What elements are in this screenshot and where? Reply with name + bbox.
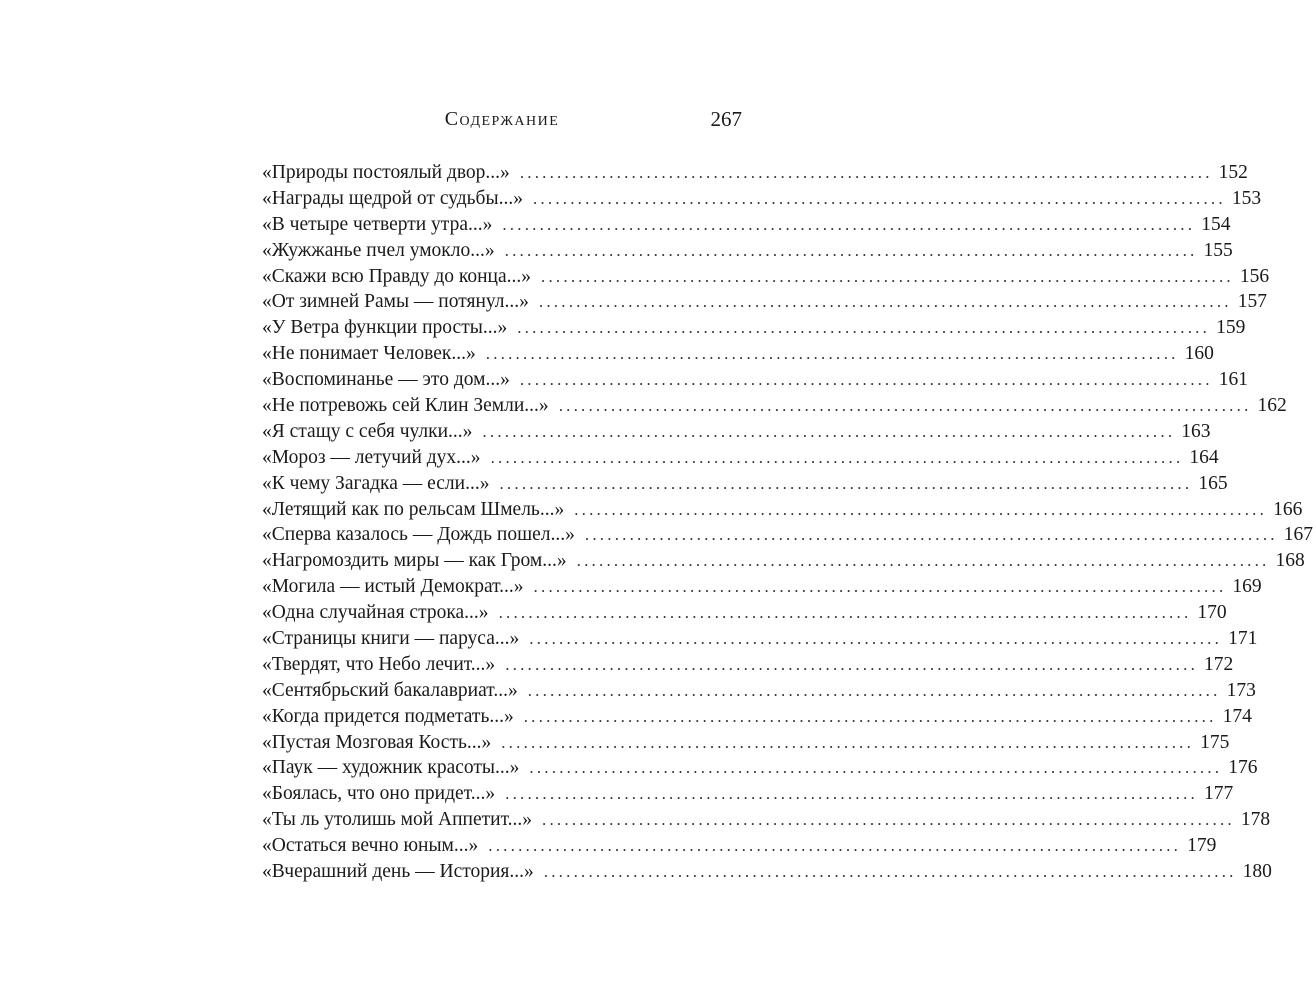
toc-entry (262, 445, 1219, 471)
toc-entry-title: «Воспоминанье — это дом...» (262, 369, 510, 391)
toc-entry-title: «Скажи всю Правду до конца...» (262, 265, 532, 287)
toc-entry (262, 548, 1305, 574)
toc-entry-title: «Я стащу с себя чулки...» (262, 420, 473, 442)
dot-leader: ............................................................................................. (519, 370, 1213, 390)
toc-entry-page: 167 (1283, 524, 1313, 546)
toc-entry-page: 155 (1203, 239, 1233, 261)
toc-entry (262, 807, 1271, 833)
toc-entry-title: «Нагромоздить миры — как Гром...» (262, 550, 567, 572)
toc-entry-page: 165 (1198, 472, 1228, 494)
toc-entry-page: 171 (1228, 628, 1258, 650)
dot-leader: ............................................................................................. (498, 603, 1192, 623)
toc-entry-page: 160 (1184, 343, 1214, 365)
toc-entry-page: 156 (1239, 265, 1270, 287)
toc-entry-title: «Награды щедрой от судьбы...» (262, 187, 523, 209)
toc-entry (262, 497, 1303, 523)
toc-entry-page: 169 (1232, 576, 1262, 598)
toc-entry-page: 176 (1228, 757, 1258, 779)
toc-entry-title: «Страницы книги — паруса...» (262, 628, 520, 650)
dot-leader: ............................................................................................. (538, 292, 1232, 312)
toc-entry-page: 159 (1216, 317, 1246, 339)
toc-entry (262, 859, 1272, 885)
toc-entry-title: «Когда придется подметать...» (262, 705, 514, 727)
toc-entry-page: 177 (1203, 783, 1234, 805)
toc-entry-page: 179 (1187, 835, 1217, 857)
toc-entry-page: 178 (1240, 809, 1271, 831)
dot-leader: ............................................................................................. (574, 499, 1268, 519)
dot-leader: ............................................................................................. (519, 163, 1213, 182)
toc-entry-title: «В четыре четверти утра...» (262, 213, 493, 235)
dot-leader: ............................................................................................. (482, 421, 1176, 441)
toc-entry-page: 180 (1242, 861, 1272, 883)
running-head (262, 104, 742, 134)
toc-entry-title: «К чему Загадка — если...» (262, 472, 490, 494)
toc-entry-page: 170 (1197, 602, 1227, 624)
toc-entry-page: 174 (1222, 705, 1252, 727)
page-number: 267 (710, 107, 742, 131)
dot-leader: ............................................................................................. (527, 680, 1221, 700)
dot-leader: ............................................................................................. (542, 810, 1235, 830)
toc-entry (262, 522, 1313, 548)
dot-leader: ............................................................................................. (541, 266, 1234, 286)
toc-entry (262, 264, 1270, 290)
toc-entry (262, 238, 1233, 264)
toc-entry-title: «От зимней Рамы — потянул...» (262, 291, 529, 313)
dot-leader: ............................................................................................. (529, 629, 1223, 649)
dot-leader: ............................................................................................. (505, 784, 1198, 804)
toc-entry (262, 471, 1228, 497)
toc-entry (262, 574, 1262, 600)
running-title: Содержание (444, 108, 560, 130)
toc-entry (262, 186, 1262, 212)
toc-entry (262, 212, 1231, 238)
dot-leader: ............................................................................................. (532, 188, 1226, 208)
toc-entry (262, 678, 1256, 704)
dot-leader: ............................................................................................. (490, 447, 1184, 467)
dot-leader: ............................................................................................. (576, 551, 1270, 571)
toc-entry (262, 160, 1248, 186)
toc-entry-page: 157 (1237, 291, 1268, 313)
toc-entry-page: 175 (1200, 731, 1230, 753)
toc-entry-title: «Летящий как по рельсам Шмель...» (262, 498, 565, 520)
dot-leader: ............................................................................................. (501, 732, 1195, 752)
toc-entry (262, 652, 1234, 678)
toc-entry-title: «Остаться вечно юным...» (262, 835, 479, 857)
toc-entry (262, 341, 1214, 367)
toc-entry-title: «Ты ль утолишь мой Аппетит...» (262, 809, 533, 831)
dot-leader: ............................................................................................. (504, 240, 1198, 260)
toc-entry-title: «Сперва казалось — Дождь пошел...» (262, 524, 575, 546)
toc-entry-page: 161 (1218, 369, 1248, 391)
dot-leader: ............................................................................................. (529, 758, 1223, 778)
toc-entry-title: «Сентябрьский бакалавриат...» (262, 679, 518, 701)
toc-entry-title: «Твердят, что Небо лечит...» (262, 653, 496, 675)
dot-leader: ............................................................................................. (533, 577, 1227, 597)
toc-entry-page: 153 (1231, 187, 1262, 209)
toc-entry-title: «Боялась, что оно придет...» (262, 783, 496, 805)
toc-entry-title: «Могила — истый Демократ...» (262, 576, 524, 598)
toc-entry (262, 626, 1258, 652)
dot-leader: ............................................................................................. (488, 836, 1182, 856)
toc-entry (262, 393, 1287, 419)
dot-leader: ............................................................................................. (543, 862, 1237, 882)
toc-entry-title: «Одна случайная строка...» (262, 602, 489, 624)
toc-entry-page: 164 (1189, 446, 1219, 468)
toc-entry-title: «Пустая Мозговая Кость...» (262, 731, 492, 753)
toc-entry (262, 419, 1211, 445)
toc-entry-page: 154 (1201, 213, 1231, 235)
toc-entry (262, 600, 1227, 626)
dot-leader: ............................................................................................. (499, 473, 1193, 493)
toc-entry-page: 152 (1218, 162, 1248, 183)
toc-entry (262, 755, 1258, 781)
toc-entry (262, 289, 1268, 315)
toc-entry-title: «Не понимает Человек...» (262, 343, 476, 365)
toc-entry-title: «Жужжанье пчел умокло...» (262, 239, 495, 261)
toc-entry-page: 168 (1275, 550, 1305, 572)
toc-entry-page: 163 (1181, 420, 1211, 442)
toc-entry-page: 162 (1257, 395, 1287, 417)
toc-entry-page: 166 (1273, 498, 1303, 520)
toc-entry (262, 367, 1248, 393)
dot-leader: ............................................................................................. (517, 318, 1211, 338)
toc-entry-title: «У Ветра функции просты...» (262, 317, 508, 339)
toc-entry-title: «Паук — художник красоты...» (262, 757, 520, 779)
toc-entry-title: «Природы постоялый двор...» (262, 162, 510, 183)
dot-leader: ............................................................................................. (558, 396, 1252, 416)
toc-entry-page: 172 (1204, 653, 1234, 675)
dot-leader: ............................................................................................. (584, 525, 1278, 545)
toc-entry (262, 833, 1217, 859)
dot-leader: ............................................................................................. (485, 344, 1179, 364)
dot-leader: ............................................................................................. (505, 654, 1199, 674)
toc-entry (262, 704, 1252, 730)
toc-entry (262, 781, 1234, 807)
toc-entry (262, 315, 1246, 341)
table-of-contents (262, 160, 1313, 885)
toc-entry-title: «Вчерашний день — История...» (262, 861, 534, 883)
toc-entry-title: «Мороз — летучий дух...» (262, 446, 481, 468)
toc-entry-page: 173 (1226, 679, 1256, 701)
toc-entry (262, 730, 1230, 756)
dot-leader: ............................................................................................. (523, 706, 1217, 726)
toc-entry-title: «Не потревожь сей Клин Земли...» (262, 395, 549, 417)
dot-leader: ............................................................................................. (502, 214, 1196, 234)
